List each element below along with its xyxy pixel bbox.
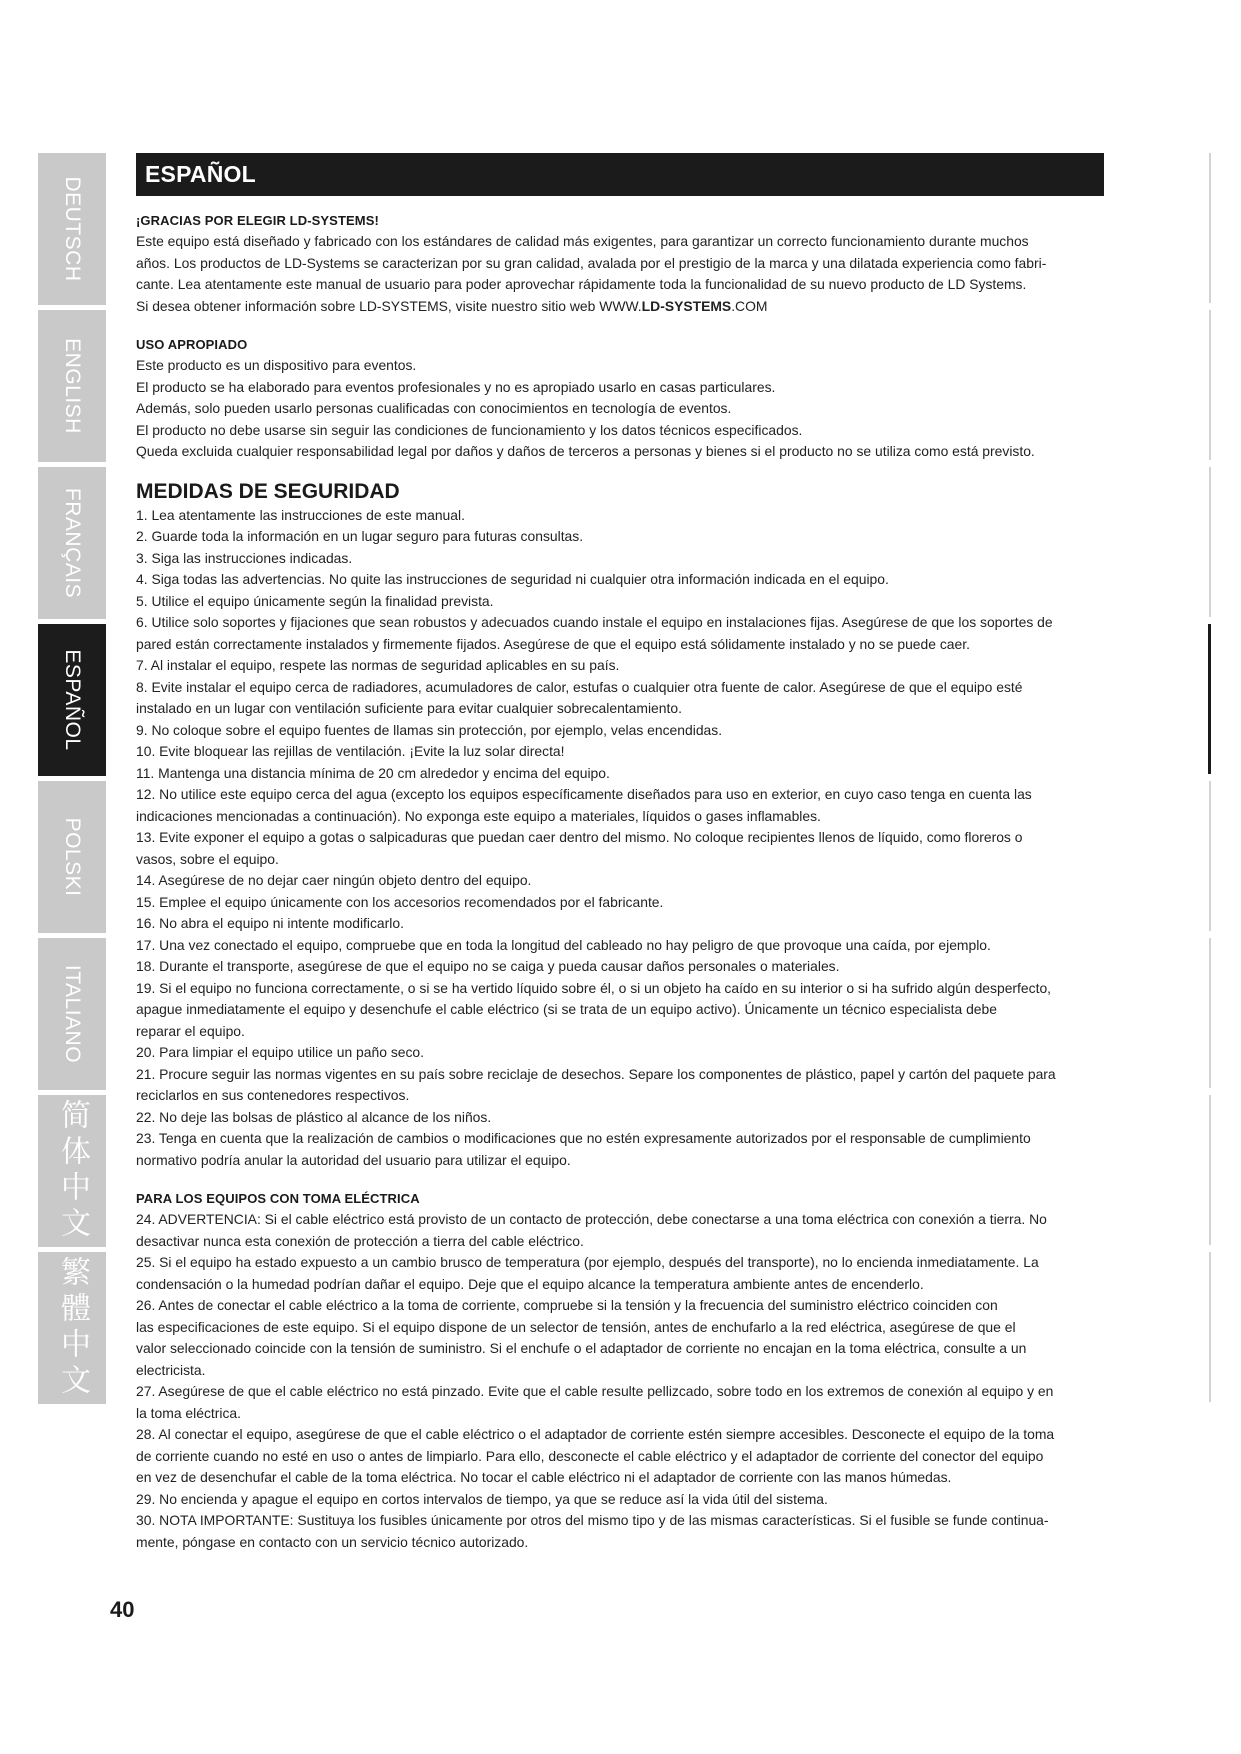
text-line: 24. ADVERTENCIA: Si el cable eléctrico está provisto de un contacto de protección, debe conectarse a una toma eléctrica con conexión a tierra. No	[136, 1211, 1047, 1227]
tab-deutsch[interactable]	[38, 153, 106, 305]
page-number: 40	[110, 1597, 135, 1622]
text-line: El producto se ha elaborado para eventos profesionales y no es apropiado usarlo en casas particulares.	[136, 378, 776, 395]
tab-traditional-chinese[interactable]	[38, 1252, 106, 1404]
text-line: las especificaciones de este equipo. Si el equipo dispone de un selector de tensión, antes de enchufarlo a la red eléctrica, asegúrese de que el	[136, 1318, 1016, 1335]
text-line: 16. No abra el equipo ni intente modificarlo.	[136, 915, 404, 931]
text-line: mente, póngase en contacto con un servicio técnico autorizado.	[136, 1533, 529, 1550]
tab-label: ENGLISH	[61, 338, 84, 434]
tab-francais[interactable]	[38, 467, 106, 619]
text-line: reciclarlos en sus contenedores respectivos.	[136, 1087, 410, 1103]
text-line: 12. No utilice este equipo cerca del agua (excepto los equipos específicamente diseñados para uso en exterior, en cuyo caso tenga en cuenta las	[136, 786, 1032, 802]
tab-italiano[interactable]	[38, 938, 106, 1090]
medidas-body	[136, 505, 1104, 1172]
web-suffix: .COM	[731, 297, 768, 314]
intro-body	[136, 231, 1104, 296]
text-line: El producto no debe usarse sin seguir las condiciones de funcionamiento y los datos técnicos especificados.	[136, 421, 803, 438]
text-line: pared están correctamente instalados y firmemente fijados. Asegúrese de que el equipo está sólidamente instalado y no se puede caer.	[136, 635, 970, 652]
text-line: Además, solo pueden usarlo personas cualificadas con conocimientos en tecnología de eventos.	[136, 400, 732, 416]
text-line: 15. Emplee el equipo únicamente con los accesorios recomendados por el fabricante.	[136, 893, 664, 910]
text-line: normativo podría anular la autoridad del usuario para utilizar el equipo.	[136, 1151, 571, 1168]
text-line: 13. Evite exponer el equipo a gotas o salpicaduras que puedan caer dentro del mismo. No coloque recipientes llenos de líquido, como floreros o	[136, 829, 1023, 845]
text-line: valor seleccionado coincide con la tensión de suministro. Si el enchufe o el adaptador de corriente no encajan en la toma eléctrica, consulte a un	[136, 1340, 1027, 1356]
text-line: 19. Si el equipo no funciona correctamente, o si se ha vertido líquido sobre él, o si un objeto ha caído en su interior o si ha sufrido algún desperfecto,	[136, 979, 1052, 996]
uso-body	[136, 355, 1104, 463]
uso-heading: USO APROPIADO	[136, 337, 248, 352]
text-line: Queda excluida cualquier responsabilidad legal por daños y daños de terceros a personas y bienes si el producto no se utiliza como está previsto.	[136, 443, 1035, 459]
text-line: 25. Si el equipo ha estado expuesto a un cambio brusco de temperatura (por ejemplo, después del transporte), no lo encienda inmediatamente. La	[136, 1254, 1039, 1270]
text-line: 6. Utilice solo soportes y fijaciones que sean robustos y adecuados cuando instale el equipo en instalaciones fijas. Asegúrese de que los soportes de	[136, 614, 1053, 630]
text-line: cante. Lea atentamente este manual de usuario para poder aprovechar rápidamente toda la funcionalidad de su nuevo producto de LD Systems.	[136, 276, 1027, 292]
text-line: Este equipo está diseñado y fabricado con los estándares de calidad más exigentes, para garantizar un correcto funcionamiento durante muchos	[136, 233, 1029, 249]
edge-mark	[1209, 938, 1211, 1088]
text-line: 27. Asegúrese de que el cable eléctrico no está pinzado. Evite que el cable resulte pellizcado, sobre todo en los extremos de conexión al equipo y en	[136, 1383, 1054, 1399]
text-line: 20. Para limpiar el equipo utilice un paño seco.	[136, 1044, 425, 1060]
toma-body	[136, 1209, 1104, 1553]
toma-section	[136, 1189, 1104, 1553]
tab-label: ESPAÑOL	[61, 649, 84, 751]
intro-heading: ¡GRACIAS POR ELEGIR LD-SYSTEMS!	[136, 213, 379, 228]
text-line: 22. No deje las bolsas de plástico al alcance de los niños.	[136, 1108, 492, 1125]
text-line: reparar el equipo.	[136, 1022, 245, 1039]
web-brand: LD-SYSTEMS	[641, 297, 732, 314]
text-line: condensación o la humedad podrían dañar el equipo. Deje que el equipo alcance la temperatura ambiente antes de encenderlo.	[136, 1275, 924, 1292]
text-line: 8. Evite instalar el equipo cerca de radiadores, acumuladores de calor, estufas o cualquier otra fuente de calor. Asegúrese de que el equipo esté	[136, 678, 1023, 695]
edge-mark	[1209, 1095, 1211, 1245]
tab-espanol[interactable]	[38, 624, 106, 776]
text-line: 28. Al conectar el equipo, asegúrese de que el cable eléctrico o el adaptador de corriente estén siempre accesibles. Desconecte el equipo de la toma	[136, 1426, 1055, 1442]
text-line: 23. Tenga en cuenta que la realización de cambios o modificaciones que no estén expresamente autorizados por el responsable de cumplimiento	[136, 1130, 1031, 1146]
tab-label: 简体中文	[55, 1099, 90, 1243]
tab-english[interactable]	[38, 310, 106, 462]
edge-mark	[1209, 153, 1211, 303]
edge-mark	[1209, 781, 1211, 931]
text-line: 29. No encienda y apague el equipo en cortos intervalos de tiempo, ya que se reduce así la vida útil del sistema.	[136, 1490, 828, 1507]
text-line: 2. Guarde toda la información en un lugar seguro para futuras consultas.	[136, 528, 584, 544]
text-line: 9. No coloque sobre el equipo fuentes de llamas sin protección, por ejemplo, velas encendidas.	[136, 721, 723, 738]
tab-label: FRANÇAIS	[61, 487, 84, 599]
intro-section	[136, 211, 1104, 317]
edge-mark-active	[1208, 624, 1211, 774]
intro-web-line	[136, 296, 1104, 318]
text-line: 4. Siga todas las advertencias. No quite las instrucciones de seguridad ni cualquier otra información indicada en el equipo.	[136, 571, 889, 587]
tab-label: DEUTSCH	[61, 176, 84, 282]
text-line: años. Los productos de LD-Systems se caracterizan por su gran calidad, avalada por el prestigio de la marca y una dilatada experiencia como fabri-	[136, 254, 1047, 271]
text-line: 30. NOTA IMPORTANTE: Sustituya los fusibles únicamente por otros del mismo tipo y de las mismas características. Si el fusible se funde continua-	[136, 1512, 1049, 1528]
section-header-bar	[136, 153, 1104, 196]
web-prefix: Si desea obtener información sobre LD-SYSTEMS, visite nuestro sitio web WWW.	[136, 297, 642, 314]
medidas-heading: MEDIDAS DE SEGURIDAD	[136, 479, 400, 503]
edge-mark	[1209, 467, 1211, 617]
text-line: 1. Lea atentamente las instrucciones de este manual.	[136, 506, 465, 523]
tab-label: POLSKI	[61, 817, 84, 897]
text-line: 26. Antes de conectar el cable eléctrico a la toma de corriente, compruebe si la tensión y la frecuencia del suministro eléctrico coinciden con	[136, 1297, 998, 1313]
toma-heading: PARA LOS EQUIPOS CON TOMA ELÉCTRICA	[136, 1191, 420, 1206]
text-line: 5. Utilice el equipo únicamente según la finalidad prevista.	[136, 592, 494, 609]
tab-label: ITALIANO	[61, 964, 84, 1064]
text-line: en vez de desenchufar el cable de la toma eléctrica. No tocar el cable eléctrico ni el adaptador de corriente con las manos húmedas.	[136, 1469, 952, 1485]
text-line: apague inmediatamente el equipo y desenchufe el cable eléctrico (si se trata de un equipo activo). Únicamente un técnico especialista debe	[136, 1001, 997, 1017]
text-line: electricista.	[136, 1361, 206, 1378]
text-line: 10. Evite bloquear las rejillas de ventilación. ¡Evite la luz solar directa!	[136, 743, 565, 759]
text-line: 18. Durante el transporte, asegúrese de que el equipo no se caiga y pueda causar daños personales o materiales.	[136, 958, 840, 974]
medidas-section	[136, 479, 1104, 1172]
text-line: 14. Asegúrese de no dejar caer ningún objeto dentro del equipo.	[136, 872, 532, 888]
page-content	[136, 153, 1104, 1553]
text-line: Este producto es un dispositivo para eventos.	[136, 357, 417, 373]
page-title: ESPAÑOL	[145, 161, 256, 187]
text-line: la toma eléctrica.	[136, 1404, 241, 1421]
uso-section	[136, 335, 1104, 463]
text-line: 7. Al instalar el equipo, respete las normas de seguridad aplicables en su país.	[136, 657, 620, 673]
edge-mark	[1209, 1252, 1211, 1402]
text-line: instalado en un lugar con ventilación suficiente para evitar cualquier sobrecalentamiento.	[136, 700, 682, 716]
text-line: desactivar nunca esta conexión de protección a tierra del cable eléctrico.	[136, 1232, 584, 1249]
text-line: indicaciones mencionadas a continuación). No exponga este equipo a materiales, líquidos o gases inflamables.	[136, 807, 821, 824]
tab-simplified-chinese[interactable]	[38, 1095, 106, 1247]
text-line: 11. Mantenga una distancia mínima de 20 cm alrededor y encima del equipo.	[136, 764, 610, 781]
text-line: 17. Una vez conectado el equipo, compruebe que en toda la longitud del cableado no hay peligro de que provoque una caída, por ejemplo.	[136, 936, 991, 953]
text-line: vasos, sobre el equipo.	[136, 850, 279, 867]
tab-label: 繁體中文	[55, 1256, 90, 1400]
text-line: 3. Siga las instrucciones indicadas.	[136, 549, 353, 566]
text-line: 21. Procure seguir las normas vigentes en su país sobre reciclaje de desechos. Separe los componentes de plástico, papel y cartón del paquete para	[136, 1065, 1056, 1082]
tab-polski[interactable]	[38, 781, 106, 933]
edge-mark	[1209, 310, 1211, 460]
text-line: de corriente cuando no esté en uso o antes de limpiarlo. Para ello, desconecte el cable eléctrico y el adaptador de corriente del conector del equipo	[136, 1447, 1044, 1464]
